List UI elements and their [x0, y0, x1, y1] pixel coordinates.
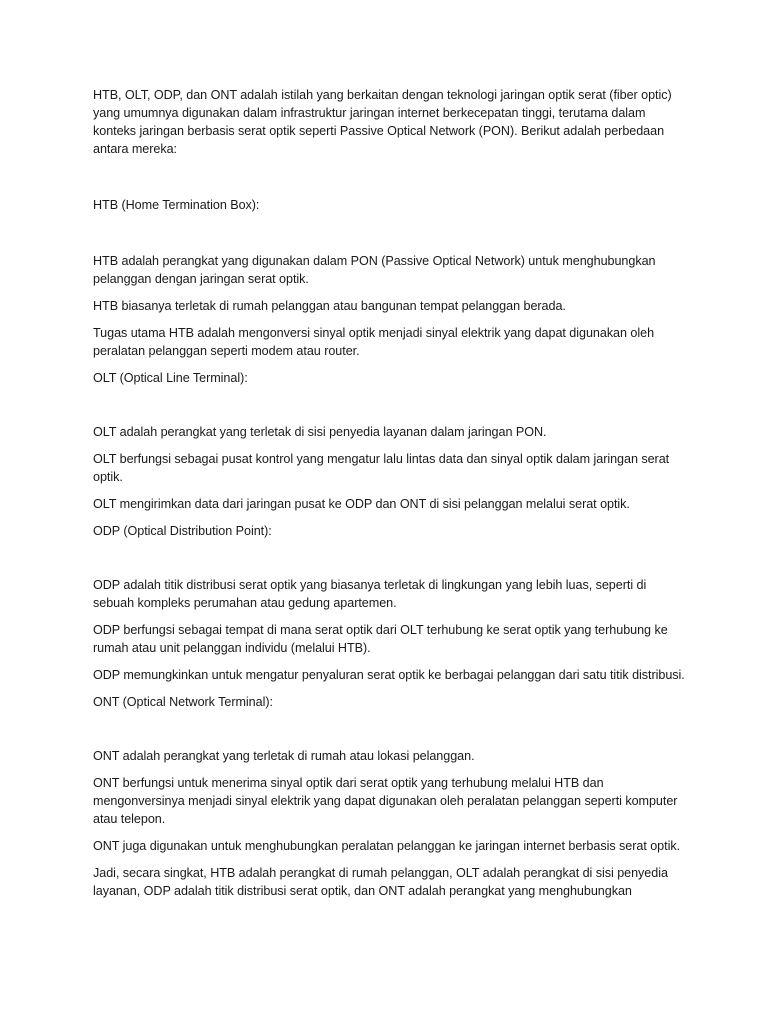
conclusion-paragraph: Jadi, secara singkat, HTB adalah perangkat di rumah pelanggan, OLT adalah perangkat di sisi penyedia layanan, ODP adalah titik distribusi serat optik, dan ONT adalah perangkat yang menghubungkan [93, 866, 668, 898]
intro-paragraph: HTB, OLT, ODP, dan ONT adalah istilah yang berkaitan dengan teknologi jaringan optik serat (fiber optic) yang umumnya digunakan dalam infrastruktur jaringan internet berkecepatan tinggi, terutama dalam konteks jaringan berbasis serat optik seperti Passive Optical Network (PON). Berikut adalah perbedaan antara mereka: [93, 88, 672, 156]
htb-heading: HTB (Home Termination Box): [93, 198, 260, 212]
ont-point-2: ONT berfungsi untuk menerima sinyal optik dari serat optik yang terhubung melalui HTB dan mengonversinya menjadi sinyal elektrik yang dapat digunakan oleh peralatan pelanggan seperti komputer atau telepon. [93, 776, 678, 826]
odp-point-2: ODP berfungsi sebagai tempat di mana serat optik dari OLT terhubung ke serat optik yang terhubung ke rumah atau unit pelanggan individu (melalui HTB). [93, 623, 668, 655]
ont-point-3: ONT juga digunakan untuk menghubungkan peralatan pelanggan ke jaringan internet berbasis serat optik. [93, 839, 681, 853]
htb-point-3: Tugas utama HTB adalah mengonversi sinyal optik menjadi sinyal elektrik yang dapat digunakan oleh peralatan pelanggan seperti modem atau router. [93, 326, 655, 358]
olt-heading: OLT (Optical Line Terminal): [93, 371, 248, 385]
odp-point-3: ODP memungkinkan untuk mengatur penyaluran serat optik ke berbagai pelanggan dari satu titik distribusi. [93, 668, 685, 682]
olt-point-3: OLT mengirimkan data dari jaringan pusat ke ODP dan ONT di sisi pelanggan melalui serat optik. [93, 497, 630, 511]
olt-point-1: OLT adalah perangkat yang terletak di sisi penyedia layanan dalam jaringan PON. [93, 425, 547, 439]
odp-heading: ODP (Optical Distribution Point): [93, 524, 272, 538]
olt-point-2: OLT berfungsi sebagai pusat kontrol yang mengatur lalu lintas data dan sinyal optik dalam jaringan serat optik. [93, 452, 670, 484]
ont-heading: ONT (Optical Network Terminal): [93, 695, 273, 709]
htb-point-1: HTB adalah perangkat yang digunakan dalam PON (Passive Optical Network) untuk menghubungkan pelanggan dengan jaringan serat optik. [93, 254, 656, 286]
htb-point-2: HTB biasanya terletak di rumah pelanggan atau bangunan tempat pelanggan berada. [93, 299, 566, 313]
odp-point-1: ODP adalah titik distribusi serat optik yang biasanya terletak di lingkungan yang lebih luas, seperti di sebuah kompleks perumahan atau gedung apartemen. [93, 578, 647, 610]
ont-point-1: ONT adalah perangkat yang terletak di rumah atau lokasi pelanggan. [93, 749, 475, 763]
